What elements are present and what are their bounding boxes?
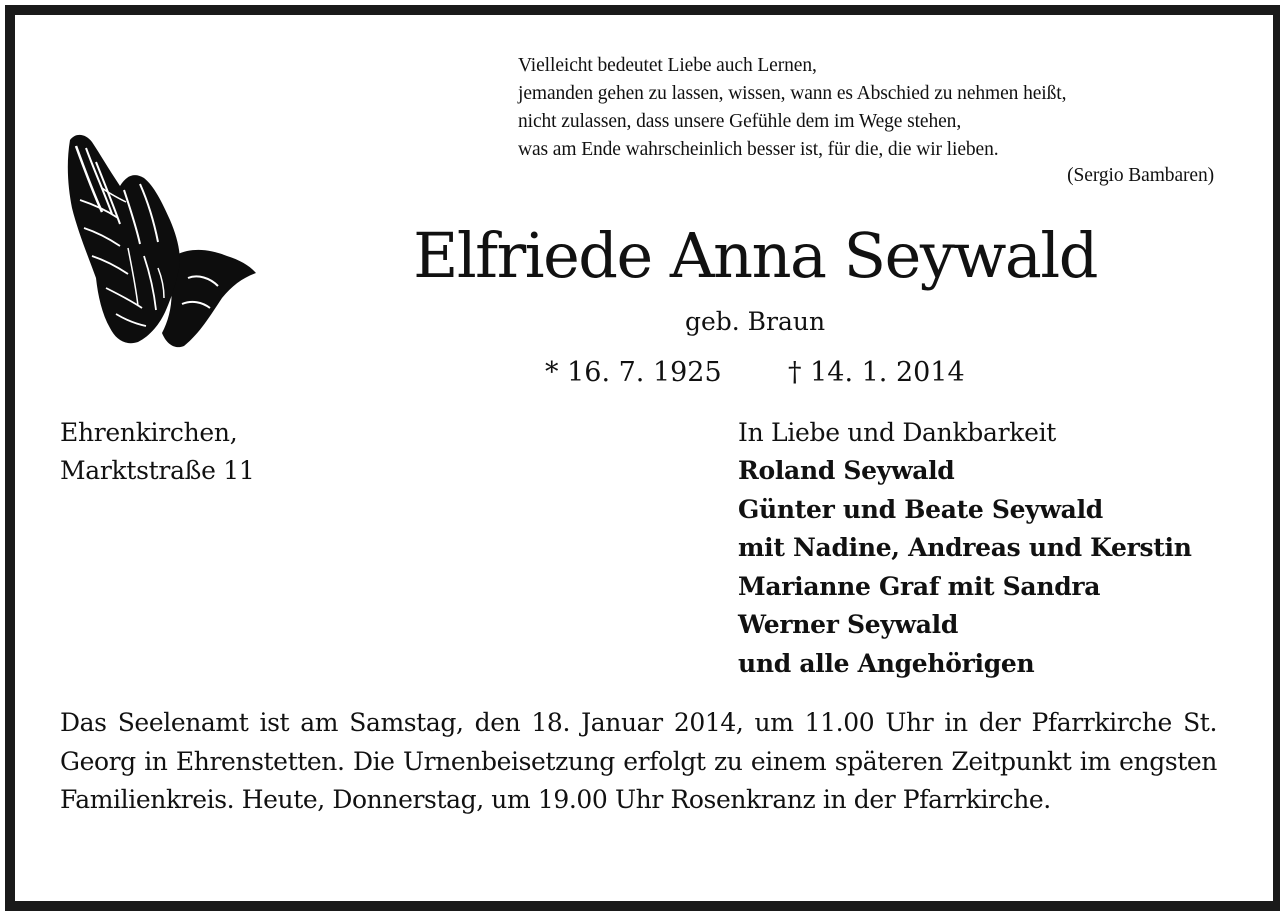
mourner-name: mit Nadine, Andreas und Kerstin [738, 533, 1192, 563]
quote-line: jemanden gehen zu lassen, wissen, wann es Abschied zu nehmen heißt, [518, 83, 1067, 104]
quote-line: nicht zulassen, dass unsere Gefühle dem im Wege stehen, [518, 111, 962, 132]
life-dates [545, 355, 975, 391]
mourners-block [738, 414, 1238, 684]
quote-line: Vielleicht bedeutet Liebe auch Lernen, [518, 55, 817, 76]
birth-date: * 16. 7. 1925 [545, 357, 722, 388]
death-date: † 14. 1. 2014 [788, 357, 965, 388]
address-street: Marktstraße 11 [60, 456, 255, 485]
quote-line: was am Ende wahrscheinlich besser ist, für die, die wir lieben. [518, 139, 999, 160]
service-notice: Das Seelenamt ist am Samstag, den 18. Januar 2014, um 11.00 Uhr in der Pfarrkirche St. Georg in Ehrenstetten. Die Urnenbeisetzung erfolgt zu einem späteren Zeitpunkt im engsten Familienkreis. Heute, Donnerstag, um 19.00 Uhr Rosenkranz in der Pfarrkirche. [60, 708, 1217, 814]
quote-author: (Sergio Bambaren) [1067, 165, 1214, 186]
praying-hands-icon [62, 128, 262, 353]
address-block [60, 414, 254, 490]
deceased-name: Elfriede Anna Seywald [413, 219, 1097, 292]
address-city: Ehrenkirchen, [60, 418, 238, 447]
mourner-name: Günter und Beate Seywald [738, 494, 1103, 524]
quote-block [518, 52, 1218, 190]
maiden-name: geb. Braun [684, 307, 826, 336]
mourner-name: Roland Seywald [738, 456, 955, 485]
mourner-name: Marianne Graf mit Sandra [738, 571, 1101, 601]
mourner-name: und alle Angehörigen [738, 648, 1035, 678]
mourner-name: Werner Seywald [738, 610, 959, 640]
mourners-intro: In Liebe und Dankbarkeit [738, 418, 1057, 447]
